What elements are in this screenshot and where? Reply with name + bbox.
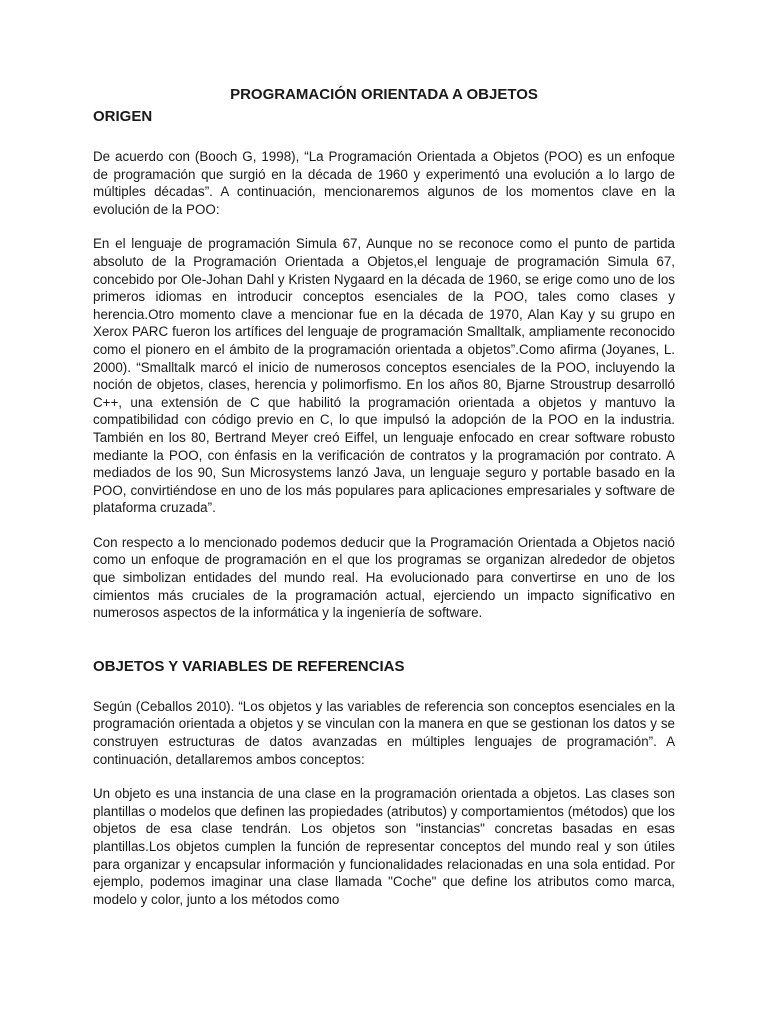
document-page — [93, 84, 675, 908]
paragraph: Con respecto a lo mencionado podemos deducir que la Programación Orientada a Objetos nació como un enfoque de programación en el que los programas se organizan alrededor de objetos que simbolizan entidades del mundo real. Ha evolucionado para convertirse en uno de los cimientos más cruciales de la programación actual, ejerciendo un impacto significativo en numerosos aspectos de la informática y la ingeniería de software. — [93, 534, 675, 621]
section-heading-origen: ORIGEN — [93, 108, 153, 125]
section-heading-objetos: OBJETOS Y VARIABLES DE REFERENCIAS — [93, 657, 405, 675]
paragraph: Un objeto es una instancia de una clase en la programación orientada a objetos. Las clases son plantillas o modelos que definen las propiedades (atributos) y comportamientos (métodos) que los objetos de esa clase tendrán. Los objetos son "instancias" concretas basadas en esas plantillas.Los objetos cumplen la función de representar conceptos del mundo real y son útiles para organizar y encapsular información y funcionalidades relacionadas en una sola entidad. Por ejemplo, podemos imaginar una clase llamada "Coche" que define los atributos como marca, modelo y color, junto a los métodos como — [93, 786, 675, 907]
paragraph: En el lenguaje de programación Simula 67, Aunque no se reconoce como el punto de partida absoluto de la Programación Orientada a Objetos,el lenguaje de programación Simula 67, concebido por Ole-Johan Dahl y Kristen Nygaard en la década de 1960, se erige como uno de los primeros idiomas en introducir conceptos esenciales de la POO, tales como clases y herencia.Otro momento clave a mencionar fue en la década de 1970, Alan Kay y su grupo en Xerox PARC fueron los artífices del lenguaje de programación Smalltalk, ampliamente reconocido como el pionero en el ámbito de la programación orientada a objetos”.Como afirma (Joyanes, L. 2000). “Smalltalk marcó el inicio de numerosos conceptos esenciales de la POO, incluyendo la noción de objetos, clases, herencia y polimorfismo. En los años 80, Bjarne Stroustrup desarrolló C++, una extensión de C que habilitó la programación orientada a objetos y mantuvo la compatibilidad con código previo en C, lo que impulsó la adopción de la POO en la industria. También en los 80, Bertrand Meyer creó Eiffel, un lenguaje enfocado en crear software robusto mediante la POO, con énfasis en la verificación de contratos y la programación por contrato. A mediados de los 90, Sun Microsystems lanzó Java, un lenguaje seguro y portable basado en la POO, convirtiéndose en uno de los más populares para aplicaciones empresariales y software de plataforma cruzada”. — [93, 236, 675, 516]
paragraph: De acuerdo con (Booch G, 1998), “La Programación Orientada a Objetos (POO) es un enfoque de programación que surgió en la década de 1960 y experimentó una evolución a lo largo de múltiples décadas”. A continuación, mencionaremos algunos de los momentos clave en la evolución de la POO: — [93, 149, 675, 217]
document-title: PROGRAMACIÓN ORIENTADA A OBJETOS — [230, 86, 538, 103]
paragraph: Según (Ceballos 2010). “Los objetos y las variables de referencia son conceptos esenciales en la programación orientada a objetos y se vinculan con la manera en que se gestionan los datos y se construyen estructuras de datos avanzadas en múltiples lenguajes de programación”. A continuación, detallaremos ambos conceptos: — [93, 698, 675, 767]
